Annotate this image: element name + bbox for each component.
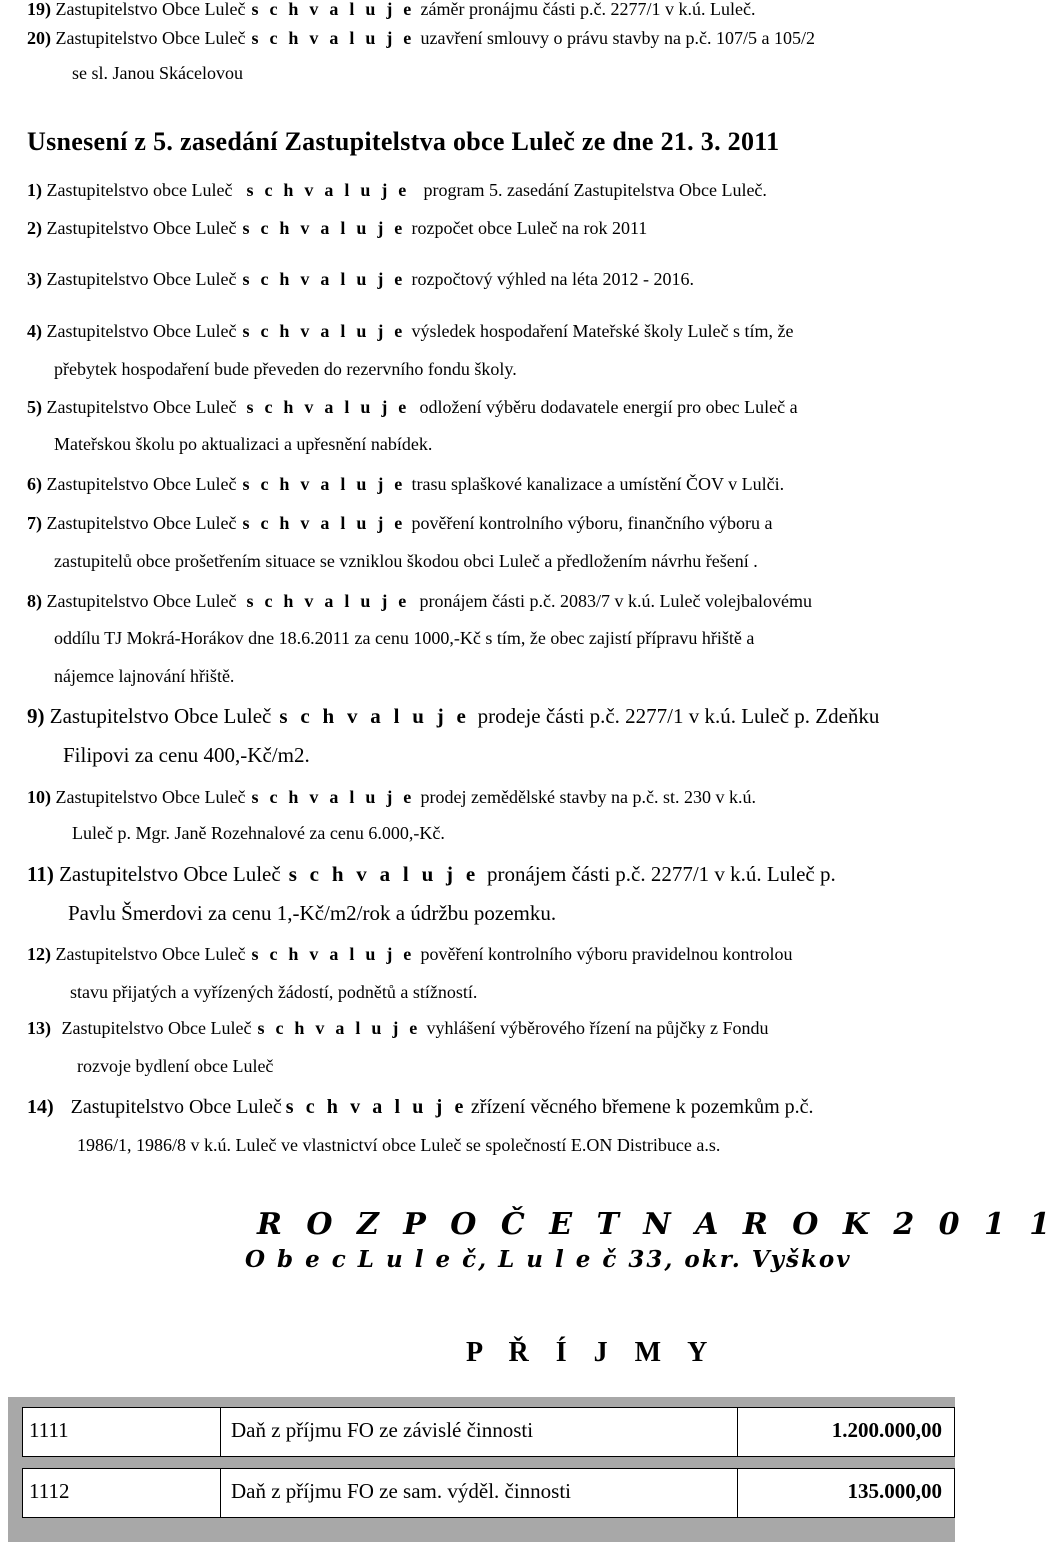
row-code: 1111 xyxy=(23,1408,221,1456)
item-11: 11) Zastupitelstvo Obce Luleč s c h v a l u j e pronájem části p.č. 2277/1 v k.ú. Luleč p. xyxy=(27,862,836,886)
table-row xyxy=(22,1468,955,1518)
item-7-continuation: zastupitelů obce prošetřením situace se vzniklou škodou obci Luleč a předložením návrhu řešení . xyxy=(54,551,758,571)
row-description: Daň z příjmu FO ze sam. výděl. činnosti xyxy=(221,1469,738,1517)
item-7: 7) Zastupitelstvo Obce Luleč s c h v a l u j e pověření kontrolního výboru, finančního výboru a xyxy=(27,513,773,533)
resolution-heading: Usnesení z 5. zasedání Zastupitelstva obce Luleč ze dne 21. 3. 2011 xyxy=(27,127,780,156)
item-8: 8) Zastupitelstvo Obce Luleč s c h v a l u j e pronájem části p.č. 2083/7 v k.ú. Luleč volejbalovému xyxy=(27,591,812,611)
item-4: 4) Zastupitelstvo Obce Luleč s c h v a l u j e výsledek hospodaření Mateřské školy Luleč s tím, že xyxy=(27,321,794,341)
table-row xyxy=(22,1407,955,1457)
item-14-continuation: 1986/1, 1986/8 v k.ú. Luleč ve vlastnictví obce Luleč se společností E.ON Distribuce a.s. xyxy=(77,1135,721,1155)
budget-title: R O Z P O Č E T N A R O K 2 0 1 1 xyxy=(257,1207,1057,1242)
row-amount: 135.000,00 xyxy=(847,1479,942,1503)
budget-subtitle: O b e c L u l e č, L u l e č 33, okr. Vyškov xyxy=(245,1246,852,1273)
item-8-continuation-2: nájemce lajnování hřiště. xyxy=(54,666,235,686)
item-10: 10) Zastupitelstvo Obce Luleč s c h v a l u j e prodej zemědělské stavby na p.č. st. 230 v k.ú. xyxy=(27,787,756,807)
item-2: 2) Zastupitelstvo Obce Luleč s c h v a l u j e rozpočet obce Luleč na rok 2011 xyxy=(27,218,648,238)
item-5: 5) Zastupitelstvo Obce Luleč s c h v a l u j e odložení výběru dodavatele energií pro obec Luleč a xyxy=(27,397,798,417)
item-13: 13) Zastupitelstvo Obce Luleč s c h v a l u j e vyhlášení výběrového řízení na půjčky z Fondu xyxy=(27,1018,769,1038)
item-9-continuation: Filipovi za cenu 400,-Kč/m2. xyxy=(63,743,310,767)
item-20-continuation: se sl. Janou Skácelovou xyxy=(72,63,243,83)
item-8-continuation: oddílu TJ Mokrá-Horákov dne 18.6.2011 za cenu 1000,-Kč s tím, že obec zajistí přípravu hřiště a xyxy=(54,628,755,648)
item-5-continuation: Mateřskou školu po aktualizaci a upřesnění nabídek. xyxy=(54,434,433,454)
item-19: 19) Zastupitelstvo Obce Luleč s c h v a l u j e záměr pronájmu části p.č. 2277/1 v k.ú. Luleč. xyxy=(27,0,756,19)
item-20: 20) Zastupitelstvo Obce Luleč s c h v a l u j e uzavření smlouvy o právu stavby na p.č. 107/5 a 105/2 xyxy=(27,28,815,48)
item-1: 1) Zastupitelstvo obce Luleč s c h v a l u j e program 5. zasedání Zastupitelstva Obce Luleč. xyxy=(27,180,767,200)
item-10-continuation: Luleč p. Mgr. Janě Rozehnalové za cenu 6.000,-Kč. xyxy=(72,823,445,843)
item-14: 14) Zastupitelstvo Obce Luleč s c h v a l u j e zřízení věcného břemene k pozemkům p.č. xyxy=(27,1096,814,1118)
row-description: Daň z příjmu FO ze závislé činnosti xyxy=(221,1408,738,1456)
income-table xyxy=(8,1397,955,1542)
item-6: 6) Zastupitelstvo Obce Luleč s c h v a l u j e trasu splaškové kanalizace a umístění ČOV v Lulči. xyxy=(27,474,785,494)
item-3: 3) Zastupitelstvo Obce Luleč s c h v a l u j e rozpočtový výhled na léta 2012 - 2016. xyxy=(27,269,694,289)
row-code: 1112 xyxy=(23,1469,221,1517)
income-section-title: P Ř Í J M Y xyxy=(466,1337,718,1368)
item-12: 12) Zastupitelstvo Obce Luleč s c h v a l u j e pověření kontrolního výboru pravidelnou kontrolou xyxy=(27,944,793,964)
item-9: 9) Zastupitelstvo Obce Luleč s c h v a l u j e prodeje části p.č. 2277/1 v k.ú. Luleč p. Zdeňku xyxy=(27,704,880,728)
item-12-continuation: stavu přijatých a vyřízených žádostí, podnětů a stížností. xyxy=(70,982,478,1002)
row-amount: 1.200.000,00 xyxy=(831,1418,942,1442)
item-13-continuation: rozvoje bydlení obce Luleč xyxy=(77,1056,274,1076)
item-11-continuation: Pavlu Šmerdovi za cenu 1,-Kč/m2/rok a údržbu pozemku. xyxy=(68,901,557,925)
item-4-continuation: přebytek hospodaření bude převeden do rezervního fondu školy. xyxy=(54,359,517,379)
